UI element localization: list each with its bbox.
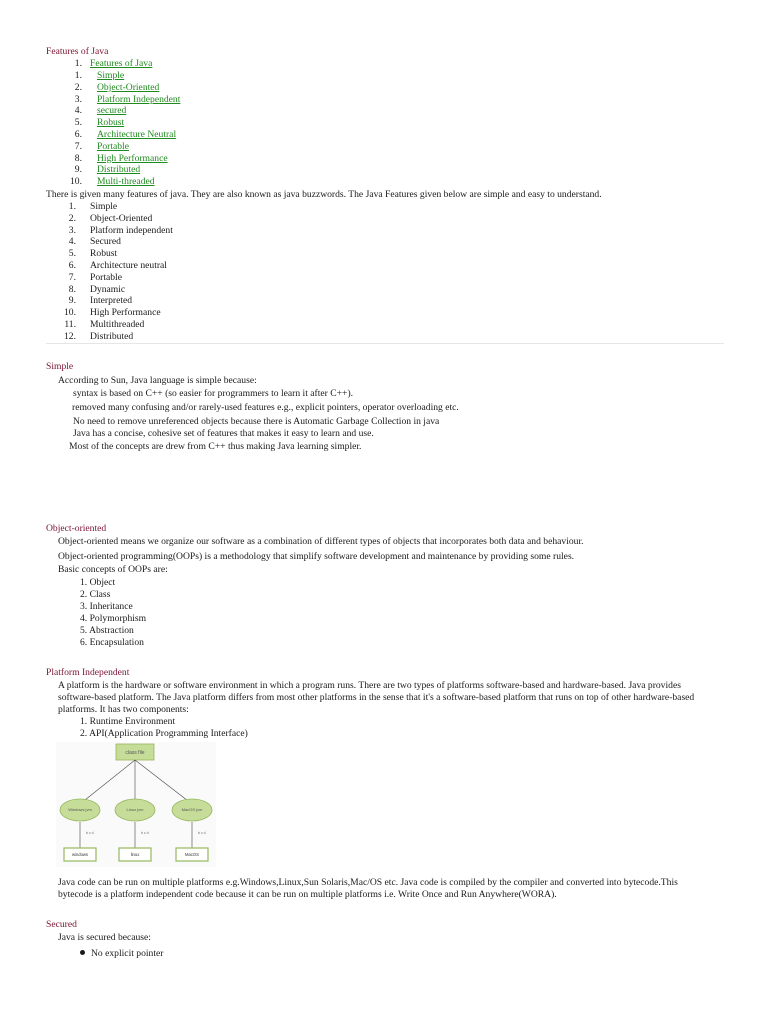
- toc-item[interactable]: [64, 129, 264, 141]
- toc-number: 8.: [74, 152, 82, 164]
- toc-label[interactable]: High Performance: [97, 152, 168, 164]
- simple-line-1: syntax is based on C++ (so easier for programmers to learn it after C++).: [73, 388, 354, 399]
- feature-label: Simple: [90, 201, 118, 212]
- feature-number: 7.: [68, 271, 76, 283]
- toc-item[interactable]: [64, 105, 264, 117]
- feature-item: [64, 295, 264, 307]
- diagram-edge-label-right: b c d: [198, 831, 206, 835]
- toc-label[interactable]: Robust: [97, 117, 125, 129]
- feature-number: 1.: [68, 201, 76, 212]
- feature-item: [64, 260, 264, 272]
- oo-concept-5: 5. Abstraction: [80, 625, 134, 636]
- feature-item: [64, 319, 264, 331]
- feature-label: High Performance: [90, 307, 161, 319]
- feature-number: 6.: [68, 259, 76, 271]
- diagram-jvm-macos-label: MacOS jvm: [181, 807, 203, 812]
- feature-number: 10.: [64, 307, 76, 319]
- toc-list: [64, 70, 264, 188]
- toc-number: 1.: [74, 70, 82, 81]
- toc-number: 5.: [74, 117, 82, 129]
- feature-item: [64, 225, 264, 237]
- oo-concept-6: 6. Encapsulation: [80, 637, 144, 648]
- simple-line-2: removed many confusing and/or rarely-used features e.g., explicit pointers, operator overloading etc.: [72, 402, 459, 413]
- feature-item: [64, 307, 264, 319]
- toc-number: 3.: [74, 93, 82, 105]
- diagram-os-linux-label: linux: [130, 852, 140, 857]
- feature-label: Distributed: [90, 330, 134, 342]
- diagram-os-macos-label: MacOS: [185, 852, 199, 857]
- platform-paragraph2-line-1: Java code can be run on multiple platforms e.g.Windows,Linux,Sun Solaris,Mac/OS etc. Java code is compiled by the compiler and converted into bytecode.This: [58, 877, 678, 888]
- secured-lead: Java is secured because:: [58, 932, 151, 943]
- feature-item: [64, 272, 264, 284]
- toc-label[interactable]: Portable: [97, 140, 129, 152]
- features-intro: There is given many features of java. They are also known as java buzzwords. The Java Features given below are simple and easy to understand.: [46, 189, 602, 200]
- oo-concept-2: 2. Class: [80, 589, 111, 600]
- diagram-jvm-windows-label: Windows jvm: [68, 807, 92, 812]
- feature-number: 12.: [64, 330, 76, 342]
- toc-label[interactable]: Distributed: [97, 164, 141, 176]
- feature-number: 4.: [68, 236, 76, 248]
- toc-item[interactable]: [64, 117, 264, 129]
- platform-paragraph-line-3: platforms. It has two components:: [58, 704, 189, 715]
- toc-label[interactable]: Simple: [97, 70, 125, 81]
- diagram-edge-label-middle: b c d: [141, 831, 149, 835]
- oo-concept-1: 1. Object: [80, 577, 116, 588]
- toc-number: 2.: [74, 81, 82, 93]
- toc-item[interactable]: [64, 153, 264, 165]
- toc-number: 4.: [74, 105, 82, 117]
- features-heading: Features of Java: [46, 46, 109, 57]
- feature-label: Multithreaded: [90, 318, 145, 330]
- feature-label: Robust: [90, 248, 118, 260]
- toc-item[interactable]: [64, 141, 264, 153]
- toc-item[interactable]: [64, 70, 264, 82]
- toc-label[interactable]: Architecture Neutral: [97, 128, 177, 140]
- platform-component-1: 1. Runtime Environment: [80, 716, 176, 727]
- toc-number: 10.: [70, 176, 82, 188]
- platform-paragraph-line-2: software-based platform. The Java platform differs from most other platforms in the sense that it's a software-based platform that runs on top of other hardware-based: [58, 692, 695, 703]
- platform-diagram: [56, 742, 216, 867]
- feature-item: [64, 284, 264, 296]
- diagram-os-windows-label: windows: [71, 852, 89, 857]
- feature-number: 11.: [64, 318, 76, 330]
- toc-number: 9.: [74, 164, 82, 176]
- diagram-root-label: class file: [125, 750, 145, 756]
- simple-heading: Simple: [46, 361, 74, 372]
- feature-item: [64, 248, 264, 260]
- feature-list: [64, 201, 264, 343]
- toc-item[interactable]: [64, 94, 264, 106]
- bullet-icon: [80, 950, 85, 955]
- platform-paragraph-line-1: A platform is the hardware or software environment in which a program runs. There are two types of platforms software-based and hardware-based. Java provides: [58, 680, 681, 691]
- feature-label: Platform independent: [90, 224, 173, 236]
- platform-component-2: 2. API(Application Programming Interface): [80, 728, 248, 739]
- feature-item: [64, 213, 264, 225]
- feature-label: Dynamic: [90, 283, 126, 295]
- oo-paragraph-2: Object-oriented programming(OOPs) is a methodology that simplify software development and maintenance by providing some rules.: [58, 551, 575, 562]
- toc-item[interactable]: [64, 82, 264, 94]
- feature-label: Architecture neutral: [90, 259, 167, 271]
- feature-label: Secured: [90, 236, 121, 248]
- feature-number: 9.: [68, 295, 76, 307]
- feature-item: [64, 236, 264, 248]
- toc-item[interactable]: [64, 164, 264, 176]
- toc-label[interactable]: Platform Independent: [97, 93, 181, 105]
- feature-number: 5.: [68, 248, 76, 260]
- feature-label: Interpreted: [90, 295, 133, 307]
- simple-lead: According to Sun, Java language is simple because:: [58, 375, 257, 386]
- secured-heading: Secured: [46, 919, 77, 930]
- secured-bullet-1-text: No explicit pointer: [91, 948, 164, 959]
- feature-item: [64, 331, 264, 343]
- feature-item: [64, 201, 264, 213]
- simple-line-3: No need to remove unreferenced objects because there is Automatic Garbage Collection in java: [73, 416, 440, 427]
- feature-number: 3.: [68, 224, 76, 236]
- toc-number: 6.: [74, 128, 82, 140]
- feature-label: Object-Oriented: [90, 212, 153, 224]
- oo-concept-3: 3. Inheritance: [80, 601, 133, 612]
- oo-paragraph-1: Object-oriented means we organize our software as a combination of different types of objects that incorporates both data and behaviour.: [58, 536, 584, 547]
- platform-paragraph2-line-2: bytecode is a platform independent code because it can be run on multiple platforms i.e. Write Once and Run Anywhere(WORA).: [58, 889, 557, 900]
- oo-heading: Object-oriented: [46, 523, 107, 534]
- feature-number: 2.: [68, 212, 76, 224]
- toc-item[interactable]: [64, 176, 264, 188]
- diagram-edge-label-left: b c d: [86, 831, 94, 835]
- secured-bullet-1: [80, 948, 163, 960]
- oo-paragraph-3: Basic concepts of OOPs are:: [58, 564, 168, 575]
- oo-concept-4: 4. Polymorphism: [80, 613, 147, 624]
- toc-label[interactable]: Multi-threaded: [97, 176, 155, 188]
- toc-number: 7.: [74, 140, 82, 152]
- feature-label: Portable: [90, 271, 122, 283]
- platform-heading: Platform Independent: [46, 667, 130, 678]
- section-divider: [46, 343, 724, 344]
- feature-number: 8.: [68, 283, 76, 295]
- diagram-jvm-linux-label: Linux jvm: [126, 807, 144, 812]
- toc-top-number: 1.: [74, 58, 82, 69]
- simple-line-5: Most of the concepts are drew from C++ thus making Java learning simpler.: [69, 441, 362, 452]
- simple-line-4: Java has a concise, cohesive set of features that makes it easy to learn and use.: [73, 428, 374, 439]
- toc-label[interactable]: secured: [97, 105, 127, 117]
- toc-label[interactable]: Object-Oriented: [97, 81, 160, 93]
- toc-top-link[interactable]: Features of Java: [90, 58, 153, 69]
